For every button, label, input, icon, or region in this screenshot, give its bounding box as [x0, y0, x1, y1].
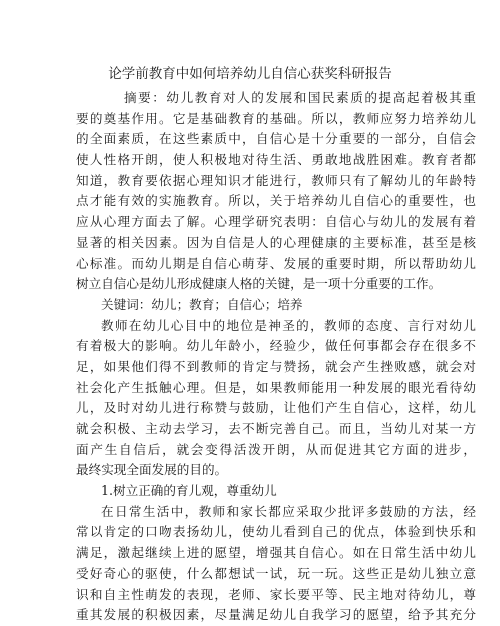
text-line: 摘要：幼儿教育对人的发展和国民素质的提高起着极其重 [124, 90, 476, 105]
report-title: 论学前教育中如何培养幼儿自信心获奖科研报告 [108, 66, 392, 82]
text-line: 使人性格开朗，使人积极地对待生活、勇敢地战胜困难。教育者都 [76, 152, 476, 168]
text-line: 足，如果他们得不到教师的肯定与赞扬，就会产生挫败感，就会对 [76, 358, 476, 374]
text-line: 儿，及时对幼儿进行称赞与鼓励，让他们产生自信心，这样，幼儿 [76, 400, 476, 416]
text-line: 显著的相关因素。因为自信是人的心理健康的主要标准，甚至是核 [76, 234, 476, 250]
text-line: 重其发展的积极因素，尽量满足幼儿自我学习的愿望，给予其充分 [76, 607, 476, 623]
text-line: 有着极大的影响。幼儿年龄小，经验少，做任何事都会存在很多不 [76, 338, 476, 354]
text-line: 就会积极、主动去学习，去不断完善自己。而且，当幼儿对某一方 [76, 421, 476, 436]
text-line: 知道，教育要依据心理知识才能进行，教师只有了解幼儿的年龄特 [76, 172, 476, 188]
section-heading: 1.树立正确的育儿观，尊重幼儿 [101, 483, 277, 499]
text-line: 心标准。而幼儿期是自信心萌芽、发展的重要时期，所以帮助幼儿 [76, 255, 476, 271]
text-line: 教师在幼儿心目中的地位是神圣的，教师的态度、言行对幼儿 [101, 317, 476, 333]
text-line: 的全面素质，在这些素质中，自信心是十分重要的一部分，自信会 [76, 131, 476, 147]
text-line: 点才能有效的实施教育。所以，关于培养幼儿自信心的重要性，也 [76, 193, 476, 209]
text-line: 常以肯定的口吻表扬幼儿，使幼儿看到自己的优点，体验到快乐和 [76, 524, 476, 540]
text-line: 满足，激起继续上进的愿望，增强其自信心。如在日常生活中幼儿 [76, 545, 476, 561]
text-line: 在日常生活中，教师和家长都应采取少批评多鼓励的方法，经 [101, 503, 476, 519]
text-line: 面产生自信后，就会变得活泼开朗，从而促进其它方面的进步， [76, 441, 476, 457]
text-line: 社会化产生抵触心理。但是，如果教师能用一种发展的眼光看待幼 [76, 379, 476, 395]
report-body [76, 88, 476, 626]
text-line: 应从心理方面去了解。心理学研究表明：自信心与幼儿的发展有着 [76, 214, 476, 230]
text-line: 最终实现全面发展的目的。 [76, 462, 228, 478]
text-line: 树立自信心是幼儿形成健康人格的关键，是一项十分重要的工作。 [76, 276, 442, 292]
keywords-line: 关键词：幼儿；教育；自信心；培养 [101, 296, 303, 312]
text-line: 受好奇心的驱使，什么都想试一试，玩一玩。这些正是幼儿独立意 [76, 565, 476, 581]
text-line: 要的奠基作用。它是基础教育的基础。所以，教师应努力培养幼儿 [76, 110, 476, 126]
text-line: 识和自主性萌发的表现，老师、家长要平等、民主地对待幼儿，尊 [76, 586, 476, 602]
